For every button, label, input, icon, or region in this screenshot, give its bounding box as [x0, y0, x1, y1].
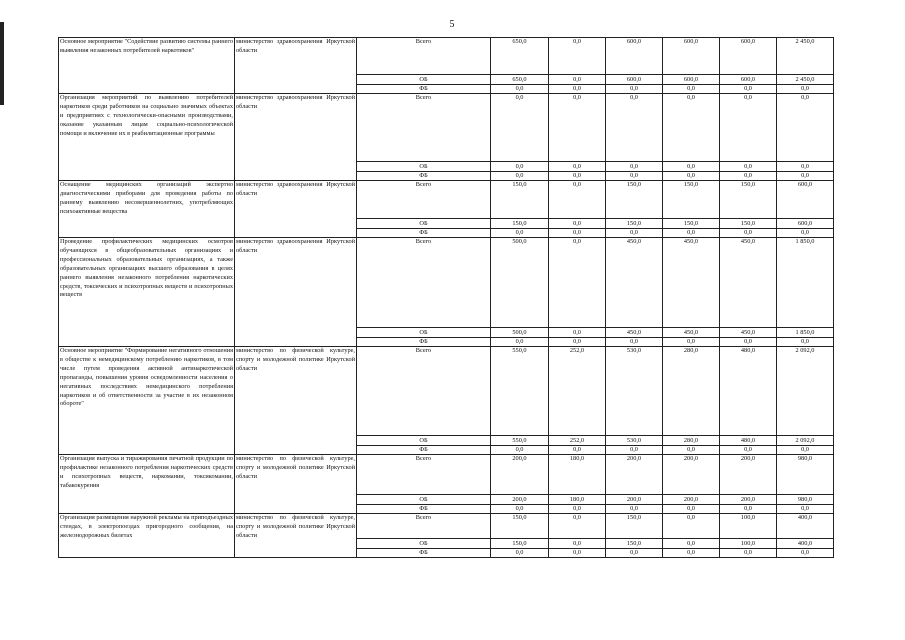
amount-cell: 0,0: [606, 229, 663, 238]
total-amount-cell: 2 450,0: [777, 75, 834, 85]
amount-cell: 600,0: [606, 38, 663, 75]
amount-cell: 0,0: [549, 219, 606, 229]
amount-cell: 150,0: [491, 539, 549, 549]
amount-cell: 0,0: [606, 172, 663, 181]
total-amount-cell: 2 092,0: [777, 436, 834, 446]
amount-cell: 150,0: [606, 514, 663, 539]
amount-cell: 0,0: [720, 338, 777, 347]
amount-cell: 150,0: [491, 514, 549, 539]
amount-cell: 0,0: [549, 94, 606, 162]
amount-cell: 600,0: [606, 75, 663, 85]
amount-cell: 200,0: [720, 495, 777, 505]
amount-cell: 280,0: [663, 347, 720, 436]
amount-cell: 530,0: [606, 347, 663, 436]
total-amount-cell: 0,0: [777, 229, 834, 238]
amount-cell: 550,0: [491, 436, 549, 446]
total-amount-cell: 0,0: [777, 172, 834, 181]
amount-cell: 280,0: [663, 436, 720, 446]
amount-cell: 0,0: [606, 505, 663, 514]
table-row: [59, 347, 834, 436]
amount-cell: 0,0: [549, 75, 606, 85]
funding-source-cell: ФБ: [357, 549, 491, 558]
total-amount-cell: 0,0: [777, 338, 834, 347]
amount-cell: 0,0: [663, 94, 720, 162]
amount-cell: 0,0: [606, 85, 663, 94]
amount-cell: 450,0: [720, 238, 777, 328]
funding-source-cell: Всего: [357, 514, 491, 539]
executor-cell: министерство по физической культуре, спорту и молодежной политике Иркутской области: [235, 514, 357, 558]
total-amount-cell: 1 850,0: [777, 328, 834, 338]
amount-cell: 0,0: [491, 172, 549, 181]
funding-source-cell: ФБ: [357, 85, 491, 94]
amount-cell: 450,0: [663, 328, 720, 338]
amount-cell: 0,0: [491, 229, 549, 238]
funding-source-cell: Всего: [357, 38, 491, 75]
amount-cell: 0,0: [549, 446, 606, 455]
amount-cell: 150,0: [606, 219, 663, 229]
funding-source-cell: ФБ: [357, 446, 491, 455]
amount-cell: 200,0: [663, 455, 720, 495]
amount-cell: 500,0: [491, 328, 549, 338]
amount-cell: 0,0: [606, 162, 663, 172]
amount-cell: 0,0: [549, 238, 606, 328]
amount-cell: 650,0: [491, 38, 549, 75]
total-amount-cell: 1 850,0: [777, 238, 834, 328]
funding-source-cell: ФБ: [357, 172, 491, 181]
amount-cell: 200,0: [491, 495, 549, 505]
amount-cell: 0,0: [663, 446, 720, 455]
activity-cell: Проведение профилактических медицинских осмотров обучающихся в общеобразовательных организациях и профессиональных образовательных организациях, а также образовательных организациях высшего образования в целях раннего выявления незаконного потребления наркотических средств, токсических и психотропных веществ и психотропных веществ: [59, 238, 235, 347]
amount-cell: 650,0: [491, 75, 549, 85]
table-row: [59, 455, 834, 495]
amount-cell: 0,0: [606, 94, 663, 162]
amount-cell: 0,0: [663, 172, 720, 181]
funding-source-cell: ФБ: [357, 229, 491, 238]
amount-cell: 0,0: [606, 549, 663, 558]
amount-cell: 150,0: [606, 181, 663, 219]
activity-cell: Оснащение медицинских организаций экспертно диагностическими приборами для проведения работы по раннему выявлению несовершеннолетних, употребляющих психоактивные вещества: [59, 181, 235, 238]
total-amount-cell: 980,0: [777, 495, 834, 505]
amount-cell: 600,0: [720, 38, 777, 75]
amount-cell: 0,0: [663, 505, 720, 514]
amount-cell: 252,0: [549, 436, 606, 446]
table-row: [59, 94, 834, 162]
amount-cell: 0,0: [549, 181, 606, 219]
funding-source-cell: ОБ: [357, 75, 491, 85]
total-amount-cell: 2 450,0: [777, 38, 834, 75]
amount-cell: 0,0: [491, 85, 549, 94]
total-amount-cell: 0,0: [777, 505, 834, 514]
amount-cell: 0,0: [663, 338, 720, 347]
executor-cell: министерство здравоохранения Иркутской области: [235, 38, 357, 94]
amount-cell: 500,0: [491, 238, 549, 328]
amount-cell: 450,0: [606, 238, 663, 328]
amount-cell: 0,0: [720, 94, 777, 162]
amount-cell: 600,0: [720, 75, 777, 85]
funding-source-cell: ОБ: [357, 495, 491, 505]
amount-cell: 0,0: [663, 85, 720, 94]
total-amount-cell: 600,0: [777, 219, 834, 229]
amount-cell: 450,0: [663, 238, 720, 328]
table-row: [59, 38, 834, 75]
amount-cell: 200,0: [606, 455, 663, 495]
scan-edge-mark: [0, 22, 4, 105]
amount-cell: 0,0: [491, 338, 549, 347]
amount-cell: 0,0: [491, 94, 549, 162]
total-amount-cell: 0,0: [777, 162, 834, 172]
amount-cell: 0,0: [663, 229, 720, 238]
amount-cell: 0,0: [491, 505, 549, 514]
amount-cell: 0,0: [720, 446, 777, 455]
activity-cell: Организация размещения наружной рекламы на приподъездных стендах, в электропоездах пригородного сообщения, на железнодорожных билетах: [59, 514, 235, 558]
activity-cell: Организация мероприятий по выявлению потребителей наркотиков среди работников на социально значимых объектах и предприятиях с технологически-опасными производствами, оказание указанным лицам социально-психологической помощи и включение их в реабилитационные программы: [59, 94, 235, 181]
amount-cell: 0,0: [549, 38, 606, 75]
amount-cell: 0,0: [720, 505, 777, 514]
amount-cell: 180,0: [549, 455, 606, 495]
table-row: [59, 238, 834, 328]
funding-source-cell: Всего: [357, 455, 491, 495]
funding-source-cell: ОБ: [357, 539, 491, 549]
amount-cell: 0,0: [491, 162, 549, 172]
amount-cell: 0,0: [549, 328, 606, 338]
amount-cell: 480,0: [720, 347, 777, 436]
amount-cell: 252,0: [549, 347, 606, 436]
total-amount-cell: 0,0: [777, 549, 834, 558]
amount-cell: 0,0: [720, 549, 777, 558]
amount-cell: 200,0: [606, 495, 663, 505]
total-amount-cell: 400,0: [777, 539, 834, 549]
executor-cell: министерство здравоохранения Иркутской области: [235, 238, 357, 347]
funding-source-cell: ОБ: [357, 162, 491, 172]
funding-source-cell: ФБ: [357, 338, 491, 347]
program-table-body: [59, 38, 834, 558]
amount-cell: 0,0: [491, 549, 549, 558]
amount-cell: 150,0: [491, 219, 549, 229]
funding-source-cell: Всего: [357, 347, 491, 436]
executor-cell: министерство по физической культуре, спорту и молодежной политике Иркутской области: [235, 455, 357, 514]
funding-source-cell: Всего: [357, 181, 491, 219]
amount-cell: 200,0: [491, 455, 549, 495]
amount-cell: 550,0: [491, 347, 549, 436]
amount-cell: 0,0: [663, 514, 720, 539]
amount-cell: 0,0: [549, 549, 606, 558]
amount-cell: 0,0: [549, 162, 606, 172]
table-row: [59, 181, 834, 219]
amount-cell: 0,0: [491, 446, 549, 455]
amount-cell: 0,0: [549, 505, 606, 514]
amount-cell: 150,0: [720, 181, 777, 219]
amount-cell: 450,0: [606, 328, 663, 338]
amount-cell: 0,0: [720, 85, 777, 94]
amount-cell: 150,0: [663, 219, 720, 229]
amount-cell: 0,0: [549, 539, 606, 549]
total-amount-cell: 2 092,0: [777, 347, 834, 436]
amount-cell: 0,0: [720, 229, 777, 238]
total-amount-cell: 0,0: [777, 446, 834, 455]
amount-cell: 150,0: [491, 181, 549, 219]
amount-cell: 0,0: [549, 85, 606, 94]
amount-cell: 0,0: [606, 446, 663, 455]
total-amount-cell: 0,0: [777, 94, 834, 162]
amount-cell: 200,0: [720, 455, 777, 495]
amount-cell: 450,0: [720, 328, 777, 338]
executor-cell: министерство по физической культуре, спорту и молодежной политике Иркутской области: [235, 347, 357, 455]
amount-cell: 150,0: [663, 181, 720, 219]
funding-source-cell: Всего: [357, 238, 491, 328]
funding-source-cell: ФБ: [357, 505, 491, 514]
program-table: [58, 37, 834, 558]
funding-source-cell: ОБ: [357, 328, 491, 338]
activity-cell: Основное мероприятие "Формирование негативного отношения в обществе к немедицинскому потреблению наркотиков, в том числе путем проведения активной антинаркотической пропаганды, повышения уровня осведомленности населения о негативных последствиях немедицинского потребления наркотиков и об ответственности за участие в их незаконном обороте": [59, 347, 235, 455]
activity-cell: Основное мероприятие "Содействие развитию системы раннего выявления незаконных потребителей наркотиков": [59, 38, 235, 94]
amount-cell: 150,0: [606, 539, 663, 549]
amount-cell: 100,0: [720, 514, 777, 539]
amount-cell: 530,0: [606, 436, 663, 446]
amount-cell: 150,0: [720, 219, 777, 229]
amount-cell: 0,0: [549, 229, 606, 238]
amount-cell: 600,0: [663, 38, 720, 75]
total-amount-cell: 980,0: [777, 455, 834, 495]
executor-cell: министерство здравоохранения Иркутской области: [235, 94, 357, 181]
amount-cell: 0,0: [663, 549, 720, 558]
amount-cell: 0,0: [663, 539, 720, 549]
amount-cell: 200,0: [663, 495, 720, 505]
activity-cell: Организация выпуска и тиражирования печатной продукции по профилактике незаконного потребления наркотических средств и психотропных веществ, наркомании, токсикомании, табакокурения: [59, 455, 235, 514]
funding-source-cell: ОБ: [357, 436, 491, 446]
amount-cell: 600,0: [663, 75, 720, 85]
amount-cell: 0,0: [549, 514, 606, 539]
page-number: 5: [449, 19, 455, 30]
amount-cell: 0,0: [606, 338, 663, 347]
funding-source-cell: Всего: [357, 94, 491, 162]
amount-cell: 180,0: [549, 495, 606, 505]
total-amount-cell: 0,0: [777, 85, 834, 94]
table-row: [59, 514, 834, 539]
amount-cell: 0,0: [720, 162, 777, 172]
total-amount-cell: 600,0: [777, 181, 834, 219]
amount-cell: 480,0: [720, 436, 777, 446]
executor-cell: министерство здравоохранения Иркутской области: [235, 181, 357, 238]
amount-cell: 0,0: [663, 162, 720, 172]
amount-cell: 100,0: [720, 539, 777, 549]
total-amount-cell: 400,0: [777, 514, 834, 539]
amount-cell: 0,0: [720, 172, 777, 181]
amount-cell: 0,0: [549, 338, 606, 347]
amount-cell: 0,0: [549, 172, 606, 181]
funding-source-cell: ОБ: [357, 219, 491, 229]
